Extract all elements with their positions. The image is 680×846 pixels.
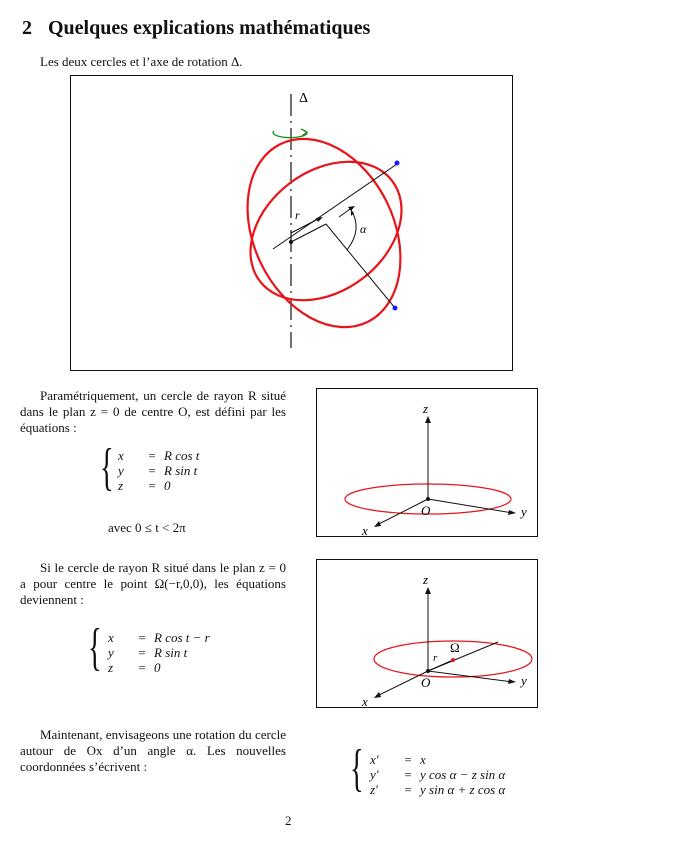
radius-line bbox=[326, 224, 395, 308]
point-top bbox=[395, 161, 400, 166]
axis-label: Δ bbox=[299, 91, 309, 106]
rotation-arrow-icon bbox=[273, 131, 307, 138]
o-label: O bbox=[421, 503, 431, 518]
brace-icon: { bbox=[100, 439, 114, 496]
equation-row: y = R sin t bbox=[108, 645, 188, 660]
figure-circle-origin bbox=[316, 388, 538, 537]
equation-system-2 bbox=[108, 630, 210, 675]
origin-point bbox=[426, 497, 430, 501]
alpha-label: α bbox=[360, 222, 367, 236]
equation-system-1 bbox=[118, 448, 199, 493]
y-label: y bbox=[521, 504, 527, 519]
center-point bbox=[289, 240, 293, 244]
section-title: Quelques explications mathématiques bbox=[48, 17, 371, 39]
equation-row: y = R sin t bbox=[118, 463, 198, 478]
equation-row: z′ = y sin α + z cos α bbox=[370, 782, 506, 797]
figure-circle-shifted bbox=[316, 559, 538, 708]
z-label: z bbox=[423, 572, 429, 587]
page-number: 2 bbox=[285, 813, 292, 828]
alpha-arc bbox=[347, 210, 356, 250]
parameter-condition: avec 0 ≤ t < 2π bbox=[108, 520, 186, 535]
x-label: x bbox=[362, 694, 368, 709]
r-label: r bbox=[295, 208, 300, 222]
z-label: z bbox=[423, 401, 429, 416]
o-label: O bbox=[421, 675, 431, 690]
omega-label: Ω bbox=[450, 640, 460, 655]
equation-system-3 bbox=[370, 752, 505, 797]
paragraph-rotation: Maintenant, envisageons une rotation du cercle autour de Ox d’un angle α. Les nouvelles coordonnées s’écrivent : bbox=[20, 727, 286, 774]
paragraph-shifted-center: Si le cercle de rayon R situé dans le plan z = 0 a pour centre le point Ω(−r,0,0), les équations deviennent : bbox=[20, 560, 286, 607]
brace-icon: { bbox=[350, 740, 364, 797]
equation-row: x = R cos t bbox=[118, 448, 200, 463]
diameter-line bbox=[273, 164, 397, 249]
x-label: x bbox=[362, 523, 368, 538]
r-label: r bbox=[433, 652, 438, 664]
point-bottom bbox=[393, 306, 398, 311]
brace-icon: { bbox=[88, 619, 102, 676]
omega-point bbox=[451, 658, 455, 662]
y-label: y bbox=[521, 673, 527, 688]
equation-row: y′ = y cos α − z sin α bbox=[370, 767, 506, 782]
section-heading bbox=[22, 17, 370, 40]
equation-row: z = 0 bbox=[108, 660, 161, 675]
figure-two-circles bbox=[70, 75, 513, 371]
equation-row: x = R cos t − r bbox=[108, 630, 210, 645]
section-number: 2 bbox=[22, 17, 32, 39]
origin-point bbox=[426, 669, 430, 673]
equation-row: z = 0 bbox=[118, 478, 171, 493]
equation-row: x′ = x bbox=[370, 752, 426, 767]
r-segment bbox=[428, 660, 453, 671]
circle-rotated bbox=[218, 113, 431, 352]
paragraph-parametric: Paramétriquement, un cercle de rayon R situé dans le plan z = 0 de centre O, est défini par les équations : bbox=[20, 388, 286, 435]
intro-text: Les deux cercles et l’axe de rotation Δ. bbox=[40, 54, 243, 69]
